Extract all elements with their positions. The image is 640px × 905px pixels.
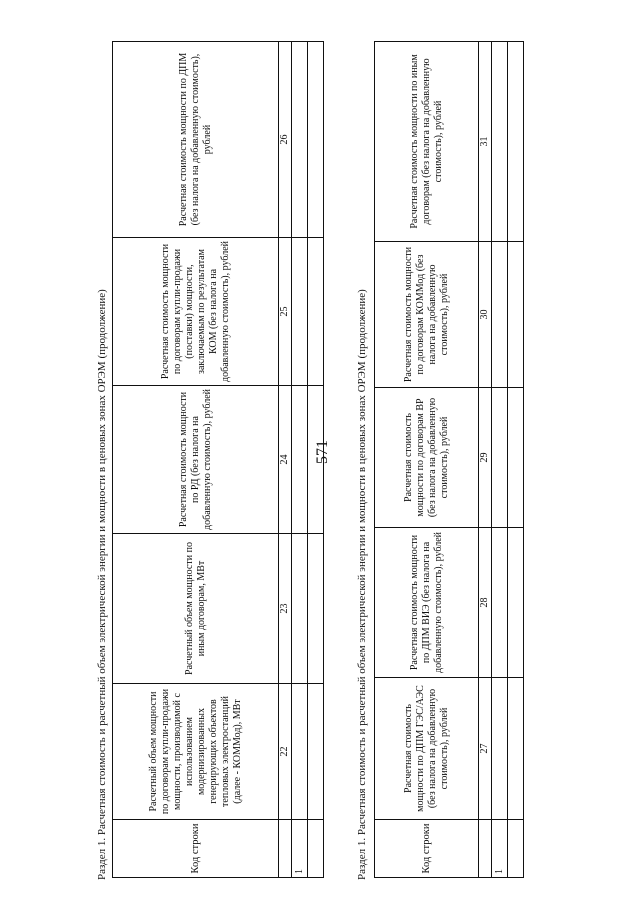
data-cell bbox=[492, 242, 508, 388]
column-number: 29 bbox=[479, 388, 492, 528]
data-cell bbox=[292, 534, 308, 684]
data-cell bbox=[292, 42, 308, 238]
page-number: 571 bbox=[314, 440, 331, 464]
header-cell: Расчетный объем мощности по иным договорам, МВт bbox=[113, 534, 279, 684]
row-code: 1 bbox=[492, 820, 508, 878]
data-cell bbox=[492, 42, 508, 242]
header-cell: Расчетная стоимость мощности по иным договорам (без налога на добавленную стоимость), рублей bbox=[375, 42, 479, 242]
data-cell bbox=[308, 42, 324, 238]
data-cell bbox=[292, 684, 308, 820]
header-cell: Расчетная стоимость мощности по ДПМ (без налога на добавленную стоимость), рублей bbox=[113, 42, 279, 238]
column-number: 26 bbox=[279, 42, 292, 238]
section2-title: Раздел 1. Расчетная стоимость и расчетный объем электрической энергии и мощности в ценовых зонах ОРЭМ (продолжение) bbox=[356, 289, 368, 880]
section1-table bbox=[112, 41, 324, 878]
column-number bbox=[479, 820, 492, 878]
data-cell bbox=[308, 820, 324, 878]
data-cell bbox=[492, 678, 508, 820]
table-row bbox=[308, 42, 324, 878]
header-cell: Расчетная стоимость мощности по договорам КОММод (без налога на добавленную стоимость), рублей bbox=[375, 242, 479, 388]
rotated-page bbox=[0, 12, 620, 892]
data-cell bbox=[508, 528, 524, 678]
table-header-row bbox=[375, 42, 479, 878]
data-cell bbox=[508, 242, 524, 388]
column-number: 27 bbox=[479, 678, 492, 820]
data-cell bbox=[508, 820, 524, 878]
header-cell: Код строки bbox=[375, 820, 479, 878]
column-number-row bbox=[479, 42, 492, 878]
data-cell bbox=[308, 684, 324, 820]
column-number: 28 bbox=[479, 528, 492, 678]
column-number: 23 bbox=[279, 534, 292, 684]
header-cell: Расчетная стоимость мощности по договорам ВР (без налога на добавленную стоимость), рублей bbox=[375, 388, 479, 528]
table-row bbox=[508, 42, 524, 878]
header-cell: Расчетная стоимость мощности по договорам купли-продажи (поставки) мощности, заключаемым по результатам КОМ (без налога на добавленную стоимость), рублей bbox=[113, 238, 279, 386]
data-cell bbox=[308, 386, 324, 534]
data-cell bbox=[508, 42, 524, 242]
table-header-row bbox=[113, 42, 279, 878]
header-cell: Расчетная стоимость мощности по РД (без налога на добавленную стоимость), рублей bbox=[113, 386, 279, 534]
column-number: 30 bbox=[479, 242, 492, 388]
column-number: 24 bbox=[279, 386, 292, 534]
data-cell bbox=[492, 388, 508, 528]
data-cell bbox=[308, 238, 324, 386]
column-number-row bbox=[279, 42, 292, 878]
header-cell: Код строки bbox=[113, 820, 279, 878]
column-number: 25 bbox=[279, 238, 292, 386]
column-number: 31 bbox=[479, 42, 492, 242]
data-cell bbox=[292, 238, 308, 386]
data-cell bbox=[308, 534, 324, 684]
header-cell: Расчетная стоимость мощности по ДПМ ВИЭ (без налога на добавленную стоимость), рублей bbox=[375, 528, 479, 678]
table-row bbox=[492, 42, 508, 878]
column-number bbox=[279, 820, 292, 878]
data-cell bbox=[492, 528, 508, 678]
section2-table bbox=[374, 41, 524, 878]
row-code: 1 bbox=[292, 820, 308, 878]
header-cell: Расчетный объем мощности по договорам купли-продажи мощности, производимой с использованием модернизированных генерирующих объектов тепловых электростанций (далее - КОММод), МВт bbox=[113, 684, 279, 820]
table-row bbox=[292, 42, 308, 878]
section1-title: Раздел 1. Расчетная стоимость и расчетный объем электрической энергии и мощности в ценовых зонах ОРЭМ (продолжение) bbox=[96, 289, 108, 880]
column-number: 22 bbox=[279, 684, 292, 820]
data-cell bbox=[292, 386, 308, 534]
header-cell: Расчетная стоимость мощности по ДПМ ГЭС/АЭС (без налога на добавленную стоимость), рублей bbox=[375, 678, 479, 820]
data-cell bbox=[508, 678, 524, 820]
data-cell bbox=[508, 388, 524, 528]
